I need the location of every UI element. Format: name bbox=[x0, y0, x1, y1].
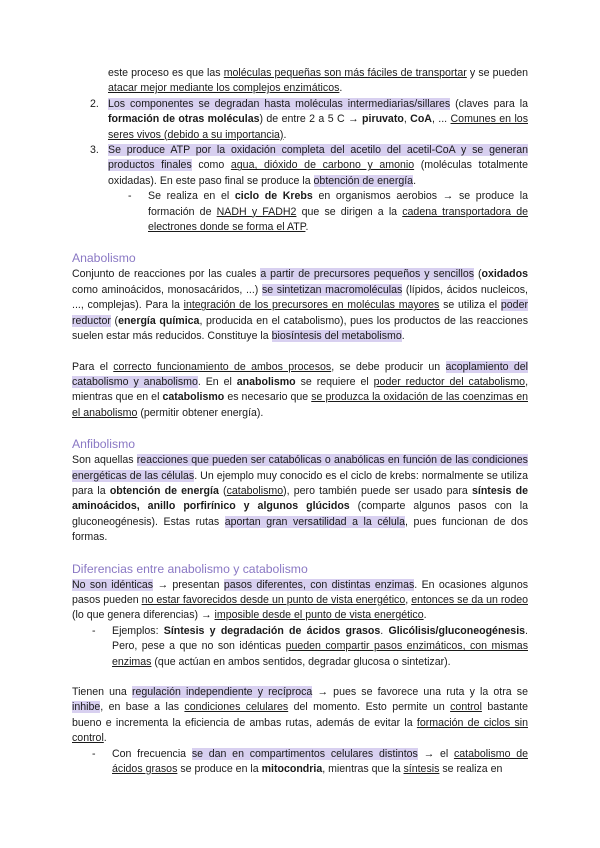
paragraph-anabolismo bbox=[72, 267, 528, 344]
list-number: 3. bbox=[90, 144, 99, 157]
text: , producida en el catabolismo), pues los productos de las reacciones suelen estar más reducidos. Constituye la bbox=[72, 314, 528, 343]
text: este proceso es que las bbox=[108, 67, 224, 79]
text: ( bbox=[110, 314, 119, 327]
text: (permitir obtener energía). bbox=[137, 406, 264, 419]
text: que se dirigen a la bbox=[296, 205, 403, 218]
text: (lo que genera diferencias) → bbox=[72, 609, 215, 622]
text: (moléculas totalmente oxidadas). En este paso final se produce la bbox=[108, 159, 529, 187]
text: → presentan bbox=[153, 578, 224, 591]
text: → pues se favorece una ruta y la otra se bbox=[312, 686, 528, 698]
text: . bbox=[305, 221, 309, 234]
bold-text: piruvato bbox=[362, 113, 404, 126]
intro-continuation bbox=[72, 66, 528, 97]
highlighted-text: Los componentes se degradan hasta moléculas intermediarias/sillares bbox=[108, 97, 451, 110]
highlighted-text: inhibe bbox=[72, 701, 101, 714]
highlighted-text: regulación independiente y recíproca bbox=[131, 686, 313, 698]
bullet-dash: - bbox=[128, 190, 132, 203]
text: . bbox=[339, 82, 343, 95]
bold-text: energía química bbox=[118, 314, 200, 327]
highlighted-text: a partir de precursores pequeños y sencillos bbox=[260, 268, 475, 281]
underlined-text: se produzca la oxidación de las coenzimas en el anabolismo bbox=[72, 391, 528, 419]
underlined-text: Comunes en los seres vivos (debido a su importancia) bbox=[108, 113, 528, 141]
highlighted-text: poder reductor bbox=[72, 299, 528, 327]
highlighted-text: acoplamiento del catabolismo y anabolismo bbox=[72, 360, 528, 388]
highlighted-text: se sintetizan macromoléculas bbox=[261, 283, 403, 296]
text: . bbox=[103, 732, 107, 745]
bold-text: Síntesis y degradación de ácidos grasos bbox=[163, 624, 381, 637]
text: → el bbox=[417, 747, 454, 760]
text: se realiza en bbox=[439, 763, 503, 776]
text: . Pero, pese a que no son idénticas bbox=[112, 624, 528, 653]
underlined-text: entonces se da un rodeo bbox=[411, 593, 528, 606]
text: . bbox=[413, 174, 417, 187]
text: , pues funcionan de dos formas. bbox=[72, 515, 529, 544]
bold-text: ciclo de Krebs bbox=[234, 190, 313, 203]
underlined-text: moléculas pequeñas son más fáciles de transportar bbox=[223, 67, 467, 79]
text: , bbox=[403, 113, 411, 126]
underlined-text: no estar favorecidos desde un punto de vista energético bbox=[141, 593, 406, 606]
text: . bbox=[423, 609, 427, 622]
paragraph-acoplamiento bbox=[72, 360, 528, 422]
text: Conjunto de reacciones por las cuales bbox=[72, 268, 261, 281]
text: . En el bbox=[197, 375, 237, 388]
paragraph-anfibolismo bbox=[72, 453, 528, 545]
underlined-text: poder reductor del catabolismo bbox=[373, 375, 526, 388]
highlighted-text: se dan en compartimentos celulares distintos bbox=[191, 747, 418, 760]
text: Ejemplos: bbox=[112, 624, 164, 637]
text: . bbox=[401, 330, 405, 343]
ejemplos-bullet bbox=[72, 624, 528, 670]
bold-text: obtención de energía bbox=[109, 484, 219, 497]
underlined-text: control bbox=[450, 701, 482, 714]
bullet-dash: - bbox=[92, 747, 96, 760]
text: se utiliza el bbox=[439, 299, 501, 312]
text: Se realiza en el bbox=[148, 190, 235, 203]
highlighted-text: aportan gran versatilidad a la célula bbox=[224, 515, 406, 528]
text: . En ocasiones algunos pasos pueden bbox=[72, 578, 529, 606]
bold-text: mitocondria bbox=[261, 763, 323, 776]
text: . Un ejemplo muy conocido es el ciclo de krebs: normalmente se utiliza para la bbox=[72, 469, 528, 497]
underlined-text: formación de ciclos sin control bbox=[72, 716, 528, 745]
underlined-text: integración de los precursores en moléculas mayores bbox=[183, 299, 440, 312]
text: , ... bbox=[431, 113, 451, 126]
text: es necesario que bbox=[224, 391, 312, 404]
underlined-text: imposible desde el punto de vista energético bbox=[214, 609, 424, 622]
underlined-text: NADH y FADH2 bbox=[216, 205, 297, 218]
bold-text: CoA bbox=[410, 113, 432, 126]
highlighted-text: pasos diferentes, con distintas enzimas bbox=[223, 578, 415, 591]
bold-text: Glicólisis/gluconeogénesis bbox=[388, 624, 526, 637]
text: Con frecuencia bbox=[112, 747, 192, 760]
highlighted-text: No son idénticas bbox=[72, 578, 154, 591]
highlighted-text: reacciones que pueden ser catabólicas o anabólicas en función de las condiciones energéticas de las células bbox=[72, 454, 528, 482]
text: como aminoácidos, monosacáridos, ...) bbox=[72, 283, 262, 296]
heading-anfibolismo: Anfibolismo bbox=[72, 437, 135, 452]
text: ( bbox=[474, 268, 482, 281]
text: ), pero también puede ser usado para bbox=[283, 484, 472, 497]
underlined-text: agua, dióxido de carbono y amonio bbox=[230, 159, 415, 172]
underlined-text: catabolismo bbox=[226, 484, 284, 497]
list-item-3 bbox=[72, 143, 528, 189]
text: (comparte algunos pasos con la gluconeogénesis). Estas rutas bbox=[72, 500, 528, 528]
underlined-text: síntesis bbox=[403, 763, 440, 776]
document-page bbox=[72, 66, 528, 777]
text: . bbox=[380, 624, 389, 637]
underlined-text: pueden compartir pasos enzimáticos, con mismas enzimas bbox=[112, 640, 528, 668]
heading-diferencias: Diferencias entre anabolismo y catabolismo bbox=[72, 561, 308, 576]
bullet-dash: - bbox=[92, 624, 96, 637]
text: se requiere el bbox=[295, 375, 374, 388]
text: se produce en la bbox=[177, 763, 262, 776]
highlighted-text: Se produce ATP por la oxidación completa del acetilo del acetil-CoA y se generan productos finales bbox=[108, 144, 528, 172]
compartimentos-bullet bbox=[72, 747, 528, 778]
text: en organismos aerobios → se produce la formación de bbox=[148, 190, 529, 218]
text: Para el bbox=[72, 360, 114, 373]
heading-anabolismo: Anabolismo bbox=[72, 251, 136, 266]
text: , en base a las bbox=[100, 701, 185, 714]
text: ) de entre 2 a 5 C → bbox=[259, 113, 363, 126]
bold-text: anabolismo bbox=[236, 375, 296, 388]
text: , se debe producir un bbox=[331, 360, 446, 373]
text: , mientras que en el bbox=[72, 375, 529, 404]
krebs-bullet bbox=[72, 189, 528, 235]
text: , bbox=[405, 593, 412, 606]
underlined-text: cadena transportadora de electrones donde se forma el ATP bbox=[148, 205, 529, 234]
text: ( bbox=[218, 484, 227, 497]
text: , mientras que la bbox=[322, 763, 404, 776]
numbered-list bbox=[72, 97, 528, 236]
text: . bbox=[283, 128, 287, 141]
text: Son aquellas bbox=[72, 454, 137, 467]
text: como bbox=[191, 159, 231, 172]
text: bastante bueno e incrementa la eficiencia de ambas rutas, además de evitar la bbox=[72, 701, 528, 729]
underlined-text: correcto funcionamiento de ambos procesos bbox=[113, 360, 332, 373]
highlighted-text: obtención de energía bbox=[313, 174, 414, 187]
text: (lípidos, ácidos nucleicos, ..., complejas). Para la bbox=[72, 283, 528, 312]
bold-text: oxidados bbox=[481, 268, 528, 281]
list-number: 2. bbox=[90, 97, 99, 110]
underlined-text: condiciones celulares bbox=[184, 701, 289, 714]
bold-text: catabolismo bbox=[162, 391, 225, 404]
text: y se pueden bbox=[466, 67, 528, 79]
paragraph-diferencias bbox=[72, 578, 528, 624]
bold-text: formación de otras moléculas bbox=[108, 113, 260, 126]
bold-text: síntesis de aminoácidos, anillo porfirínico y algunos glúcidos bbox=[72, 484, 528, 513]
text: Tienen una bbox=[72, 686, 132, 698]
text: del momento. Esto permite un bbox=[288, 701, 451, 714]
paragraph-regulacion bbox=[72, 685, 528, 747]
text: (claves para la bbox=[450, 97, 528, 110]
text: (que actúan en ambos sentidos, degradar glucosa o sintetizar). bbox=[151, 655, 451, 668]
underlined-text: catabolismo de ácidos grasos bbox=[112, 747, 528, 776]
list-item-2 bbox=[72, 97, 528, 143]
underlined-text: atacar mejor mediante los complejos enzimáticos bbox=[108, 82, 340, 95]
highlighted-text: biosíntesis del metabolismo bbox=[271, 330, 402, 343]
